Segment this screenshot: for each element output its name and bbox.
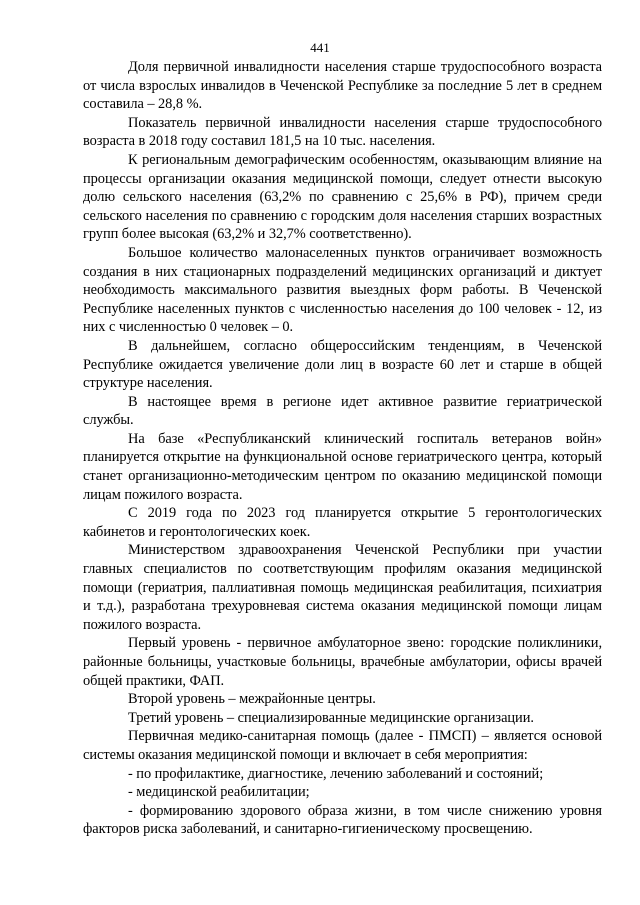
paragraph-small-settlements: Большое количество малонаселенных пунктов ограничивает возможность создания в них стационарных подразделений медицинских организаций и диктует необходимость максимального развития выездных форм работы. В Чеченской Республике населенных пунктов с численностью населения до 100 человек - 12, из них с численностью 0 человек – 0. xyxy=(83,244,602,336)
paragraph-disability-rate: Показатель первичной инвалидности населения старше трудоспособного возраста в 2018 году составил 181,5 на 10 тыс. населения. xyxy=(83,114,602,150)
list-item-healthy-lifestyle: - формированию здорового образа жизни, в том числе снижению уровня факторов риска заболеваний, и санитарно-гигиеническому просвещению. xyxy=(83,802,602,838)
list-item-rehabilitation: - медицинской реабилитации; xyxy=(128,784,310,801)
paragraph-geriatric-service: В настоящее время в регионе идет активное развитие гериатрической службы. xyxy=(83,393,602,429)
paragraph-pmsp: Первичная медико-санитарная помощь (далее - ПМСП) – является основой системы оказания медицинской помощи и включает в себя мероприятия: xyxy=(83,728,602,763)
paragraph-rural-population: К региональным демографическим особенностям, оказывающим влияние на процессы организации оказания медицинской помощи, следует отнести высокую долю сельского населения (63,2% по сравнению с 25,6% в РФ), причем среди сельского населения по сравнению с городским доля населения старших возрастных групп более высокая (63,2% и 32,7% соответственно). xyxy=(83,151,602,243)
paragraph-aging-trend: В дальнейшем, согласно общероссийским тенденциям, в Чеченской Республике ожидается увеличение доли лиц в возрасте 60 лет и старше в общей структуре населения. xyxy=(83,337,602,392)
page-number: 441 xyxy=(310,40,330,55)
paragraph-geriatric-center: На базе «Республиканский клинический госпиталь ветеранов войн» планируется открытие на функциональной основе гериатрического центра, который станет организационно-методическим центром по оказанию медицинской помощи лицам пожилого возраста. xyxy=(83,430,602,503)
paragraph-three-level-system: Министерством здравоохранения Чеченской Республики при участии главных специалистов по соответствующим профилям оказания медицинской помощи (гериатрия, паллиативная помощь медицинская реабилитация, психиатрия и т.д.), разработана трехуровневая система оказания медицинской помощи лицам пожилого возраста. xyxy=(83,542,602,633)
paragraph-level-one: Первый уровень - первичное амбулаторное звено: городские поликлиники, районные больницы, участковые больницы, врачебные амбулатории, офисы врачей общей практики, ФАП. xyxy=(83,635,602,689)
paragraph-level-two: Второй уровень – межрайонные центры. xyxy=(128,691,376,708)
paragraph-level-three: Третий уровень – специализированные медицинские организации. xyxy=(128,709,534,726)
paragraph-gerontology-offices: С 2019 года по 2023 год планируется открытие 5 геронтологических кабинетов и геронтологических коек. xyxy=(83,505,602,540)
list-item-prevention: - по профилактике, диагностике, лечению заболеваний и состояний; xyxy=(128,765,544,782)
document-body xyxy=(83,58,602,839)
paragraph-disability-share: Доля первичной инвалидности населения старше трудоспособного возраста от числа взрослых инвалидов в Чеченской Республике за последние 5 лет в среднем составила – 28,8 %. xyxy=(83,59,602,113)
